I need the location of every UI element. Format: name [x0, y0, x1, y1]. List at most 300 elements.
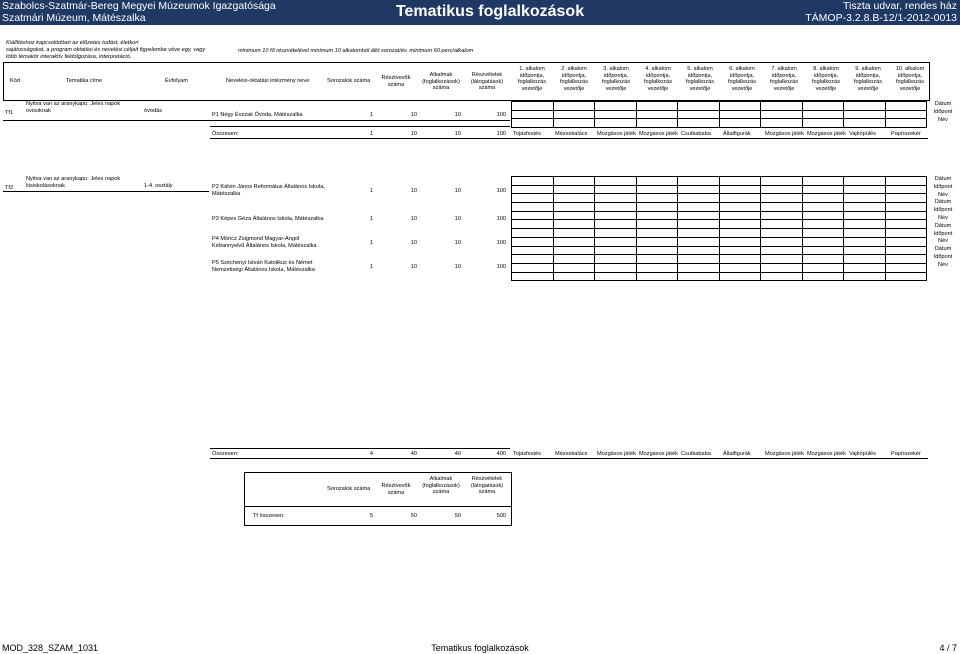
- occasion-header-line: vezetője: [605, 85, 627, 92]
- grid-cell[interactable]: [761, 102, 803, 111]
- grid-cell[interactable]: [512, 246, 554, 255]
- topic-label: Papírszekér: [891, 131, 921, 137]
- tf1-alkalmak: 10: [454, 112, 461, 118]
- col-alkalmak: Alkalmak (foglalkozások) száma: [422, 72, 460, 92]
- grid-cell[interactable]: [844, 185, 886, 194]
- grid-cell[interactable]: [678, 203, 720, 212]
- occasion-header-line: 10. alkalom: [895, 66, 925, 72]
- grid-cell[interactable]: [885, 255, 927, 264]
- grid-cell[interactable]: [512, 211, 554, 220]
- topic-label: Csutkababa: [681, 131, 711, 137]
- topic-label: Állatfigurák: [723, 451, 751, 457]
- grid-cell[interactable]: [844, 177, 886, 186]
- grid-cell[interactable]: [595, 255, 637, 264]
- occasion-header-line: foglalkozás: [812, 79, 840, 86]
- grid-cell[interactable]: [761, 185, 803, 194]
- grid-cell[interactable]: [719, 272, 761, 281]
- tf2-school-name: [212, 260, 315, 273]
- grid-cell[interactable]: [595, 220, 637, 229]
- grid-cell[interactable]: [553, 203, 595, 212]
- grid-cell[interactable]: [719, 263, 761, 272]
- topic-label: Vajköpülés: [849, 131, 876, 137]
- totals-reszvetelek: 500: [496, 513, 506, 519]
- tf1-title: Nyitva van az aranykapu: Jeles napok ovisoknak: [26, 101, 121, 114]
- occasion-header-line: időpontja,: [813, 72, 839, 79]
- grid-cell[interactable]: [844, 220, 886, 229]
- tf2-detail-labels: [928, 176, 958, 270]
- occasion-header-line: 4. alkalom: [645, 66, 671, 72]
- occasion-header-line: vezetője: [899, 85, 921, 92]
- tf2-title: Nyitva van az aranykapu: Jeles napok kisiskolásoknak: [26, 176, 121, 189]
- grid-cell[interactable]: [761, 119, 803, 128]
- grid-cell[interactable]: [802, 255, 844, 264]
- grid-cell[interactable]: [595, 246, 637, 255]
- date-label: Dátum: [934, 101, 952, 107]
- tf2-school-name-line: P5 Széchenyi István Katolikus és Német: [212, 260, 313, 266]
- grid-cell[interactable]: [844, 110, 886, 119]
- occasion-header-line: vezetője: [689, 85, 711, 92]
- grid-cell[interactable]: [636, 220, 678, 229]
- topic-label: Mozgásos játék: [639, 131, 678, 137]
- project-code: TÁMOP-3.2.8.B-12/1-2012-0013: [805, 12, 957, 24]
- project-name: Tiszta udvar, rendes ház: [842, 0, 957, 12]
- occasion-header-line: foglalkozás: [686, 79, 714, 86]
- tf2-school-value: 1: [369, 188, 373, 194]
- grid-cell[interactable]: [802, 272, 844, 281]
- occasion-header-line: időpontja,: [603, 72, 629, 79]
- tf1-resztvevok: 10: [410, 112, 417, 118]
- tf2-school-value: 10: [410, 216, 417, 222]
- grid-cell[interactable]: [802, 177, 844, 186]
- grid-cell[interactable]: [844, 246, 886, 255]
- grid-cell[interactable]: [802, 229, 844, 238]
- grid-cell[interactable]: [761, 220, 803, 229]
- grid-cell[interactable]: [761, 177, 803, 186]
- tf1-grade: óvodás: [144, 108, 163, 114]
- tf2-school-value: 100: [496, 216, 506, 222]
- grid-cell[interactable]: [802, 211, 844, 220]
- tf2-school-value: 100: [496, 188, 506, 194]
- grid-cell[interactable]: [885, 102, 927, 111]
- grid-cell[interactable]: [719, 177, 761, 186]
- occasion-header-line: foglalkozás: [518, 79, 546, 86]
- detail-label: Dátum: [934, 222, 952, 229]
- grid-cell[interactable]: [512, 229, 554, 238]
- tf1-institution: P1 Négy Évszak Óvoda, Mátészalka: [212, 112, 303, 118]
- occasion-header-line: 1. alkalom: [519, 66, 545, 72]
- grid-cell[interactable]: [678, 102, 720, 111]
- grid-cell[interactable]: [802, 220, 844, 229]
- grid-cell[interactable]: [636, 237, 678, 246]
- grid-cell[interactable]: [553, 119, 595, 128]
- totals-alkalmak: 50: [454, 513, 461, 519]
- grid-cell[interactable]: [678, 246, 720, 255]
- grid-cell[interactable]: [885, 203, 927, 212]
- tf2-school-value: 10: [410, 240, 417, 246]
- grid-cell[interactable]: [636, 177, 678, 186]
- occasion-header-line: vezetője: [563, 85, 585, 92]
- grid-cell[interactable]: [678, 211, 720, 220]
- col-sorozatok: Sorozatok száma: [327, 78, 371, 84]
- grid-row: [512, 185, 927, 194]
- totals-resztvevok: 50: [410, 513, 417, 519]
- tf1-sum-label: Összesen:: [212, 131, 239, 137]
- grid-cell[interactable]: [885, 185, 927, 194]
- grid-row: [512, 177, 927, 186]
- tf2-school-name-line: Kéttannyelvű Általános Iskola, Mátészalka: [212, 242, 317, 249]
- grid-cell[interactable]: [885, 177, 927, 186]
- grid-cell[interactable]: [512, 119, 554, 128]
- occasion-header: [805, 66, 847, 92]
- occasion-header-line: 5. alkalom: [687, 66, 713, 72]
- grid-cell[interactable]: [802, 203, 844, 212]
- grid-row: [512, 110, 927, 119]
- detail-label: Időpont: [933, 183, 953, 190]
- grid-cell[interactable]: [761, 272, 803, 281]
- grid-cell[interactable]: [636, 229, 678, 238]
- tf1-reszvetelek: 100: [496, 112, 506, 118]
- col-resztvevok: Résztvevők száma: [381, 75, 411, 88]
- grid-cell[interactable]: [761, 203, 803, 212]
- grid-row: [512, 194, 927, 203]
- occasion-header: [637, 66, 679, 92]
- totals-sorozatok: 5: [369, 513, 373, 519]
- col-reszvetelek: Részvételek (látogatások) száma: [470, 72, 504, 92]
- grid-cell[interactable]: [844, 211, 886, 220]
- org-name-line2: Szatmári Múzeum, Mátészalka: [2, 12, 146, 24]
- grid-row: [512, 119, 927, 128]
- grid-cell[interactable]: [553, 185, 595, 194]
- occasion-header-line: foglalkozás: [602, 79, 630, 86]
- grid-cell[interactable]: [719, 110, 761, 119]
- grid-cell[interactable]: [636, 119, 678, 128]
- tf2-school-name: [212, 184, 325, 197]
- tf2-school-name: [212, 216, 323, 223]
- grid-cell[interactable]: [719, 255, 761, 264]
- grid-row: [512, 211, 927, 220]
- tf2-sum-reszvetelek: 400: [496, 451, 506, 457]
- grid-cell[interactable]: [678, 220, 720, 229]
- tf2-schedule-grid: [511, 176, 927, 281]
- grid-cell[interactable]: [595, 102, 637, 111]
- occasion-header-line: foglalkozás: [896, 79, 924, 86]
- grid-cell[interactable]: [678, 272, 720, 281]
- grid-cell[interactable]: [802, 237, 844, 246]
- grid-cell[interactable]: [678, 119, 720, 128]
- occasion-header-line: foglalkozás: [560, 79, 588, 86]
- grid-cell[interactable]: [802, 102, 844, 111]
- grid-cell[interactable]: [761, 263, 803, 272]
- grid-cell[interactable]: [595, 229, 637, 238]
- grid-cell[interactable]: [636, 110, 678, 119]
- grid-cell[interactable]: [678, 229, 720, 238]
- grid-cell[interactable]: [553, 220, 595, 229]
- occasion-header-line: vezetője: [521, 85, 543, 92]
- grid-cell[interactable]: [802, 246, 844, 255]
- intro-note-line: sajátosságokat, a program oktatási és nevelési céljait figyelembe véve egy, vagy: [6, 47, 206, 53]
- grid-cell[interactable]: [885, 110, 927, 119]
- grid-cell[interactable]: [844, 203, 886, 212]
- grid-cell[interactable]: [512, 194, 554, 203]
- grid-cell[interactable]: [761, 211, 803, 220]
- grid-cell[interactable]: [512, 177, 554, 186]
- tf2-sum-alkalmak: 40: [454, 451, 461, 457]
- tf1-sum-sorozatok: 1: [369, 131, 373, 137]
- occasion-header: [763, 66, 805, 92]
- grid-cell[interactable]: [512, 272, 554, 281]
- tf2-school-value: 100: [496, 264, 506, 270]
- detail-label: Név: [938, 214, 948, 221]
- grid-cell[interactable]: [802, 263, 844, 272]
- grid-cell[interactable]: [595, 194, 637, 203]
- totals-col-sorozatok: Sorozatok száma: [327, 486, 371, 492]
- grid-cell[interactable]: [885, 263, 927, 272]
- tf2-code: Tf2: [5, 185, 14, 191]
- grid-cell[interactable]: [678, 255, 720, 264]
- grid-cell[interactable]: [512, 185, 554, 194]
- tf2-sum-resztvevok: 40: [410, 451, 417, 457]
- tf2-sum-sorozatok: 4: [369, 451, 373, 457]
- grid-cell[interactable]: [885, 272, 927, 281]
- grid-cell[interactable]: [719, 237, 761, 246]
- detail-label: Időpont: [933, 230, 953, 237]
- detail-label: Dátum: [934, 199, 952, 206]
- tf1-sum-bottom-line: [210, 138, 928, 139]
- topic-label: Mozgásos játék: [807, 131, 846, 137]
- grid-cell[interactable]: [844, 229, 886, 238]
- grid-cell[interactable]: [553, 237, 595, 246]
- detail-label: Időpont: [933, 207, 953, 214]
- grid-cell[interactable]: [719, 185, 761, 194]
- grid-cell[interactable]: [719, 211, 761, 220]
- grid-cell[interactable]: [553, 246, 595, 255]
- tf2-sum-bottom-line: [210, 458, 928, 459]
- grid-cell[interactable]: [802, 110, 844, 119]
- grid-cell[interactable]: [844, 194, 886, 203]
- grid-cell[interactable]: [636, 255, 678, 264]
- grid-cell[interactable]: [595, 203, 637, 212]
- grid-row: [512, 203, 927, 212]
- occasion-header-line: időpontja,: [897, 72, 923, 79]
- grid-cell[interactable]: [844, 263, 886, 272]
- tf2-school-value: 10: [454, 264, 461, 270]
- grid-cell[interactable]: [678, 185, 720, 194]
- grid-cell[interactable]: [636, 102, 678, 111]
- topic-label: Mozgásos játék: [597, 451, 636, 457]
- grid-cell[interactable]: [802, 119, 844, 128]
- tf2-school-name-line: Mátészalka: [212, 190, 241, 197]
- occasion-header: [889, 66, 931, 92]
- grid-cell[interactable]: [553, 272, 595, 281]
- occasion-header-line: foglalkozás: [644, 79, 672, 86]
- grid-cell[interactable]: [885, 220, 927, 229]
- grid-cell[interactable]: [678, 237, 720, 246]
- time-label: Időpont: [933, 108, 953, 115]
- occasion-header-line: 2. alkalom: [561, 66, 587, 72]
- detail-label: Dátum: [934, 176, 952, 182]
- grid-cell[interactable]: [885, 246, 927, 255]
- intro-note-line: több témakör interaktív feldolgozása, interpretáció.: [6, 54, 132, 60]
- occasion-header-line: időpontja,: [855, 72, 881, 79]
- grid-cell[interactable]: [885, 211, 927, 220]
- grid-row: [512, 102, 927, 111]
- grid-cell[interactable]: [595, 177, 637, 186]
- totals-col-reszvetelek: Részvételek (látogatások) száma: [470, 476, 504, 496]
- grid-cell[interactable]: [595, 237, 637, 246]
- detail-label: Időpont: [933, 253, 953, 260]
- topic-label: Papírszekér: [891, 451, 921, 457]
- totals-label: Tf összesen:: [253, 513, 285, 519]
- grid-cell[interactable]: [761, 229, 803, 238]
- topic-label: Mozgásos játék: [597, 131, 636, 137]
- tf2-school-name-line: Nemzetiségi Általános Iskola, Mátészalka: [212, 266, 315, 273]
- tf1-sum-reszvetelek: 100: [496, 131, 506, 137]
- grid-cell[interactable]: [636, 272, 678, 281]
- grid-cell[interactable]: [553, 194, 595, 203]
- grid-cell[interactable]: [678, 110, 720, 119]
- occasion-header-line: vezetője: [815, 85, 837, 92]
- grid-cell[interactable]: [512, 237, 554, 246]
- occasion-header-line: foglalkozás: [854, 79, 882, 86]
- occasion-header: [553, 66, 595, 92]
- tf2-school-value: 10: [454, 240, 461, 246]
- tf2-grade: 1-4. osztály: [144, 183, 173, 189]
- name-label: Név: [938, 116, 948, 123]
- tf1-detail-labels: [928, 101, 958, 124]
- grid-cell[interactable]: [553, 211, 595, 220]
- tf2-school-value: 1: [369, 216, 373, 222]
- topic-label: Állatfigurák: [723, 131, 751, 137]
- tf2-school-value: 10: [454, 188, 461, 194]
- grid-cell[interactable]: [512, 255, 554, 264]
- grid-cell[interactable]: [512, 110, 554, 119]
- topic-label: Mozgásos játék: [639, 451, 678, 457]
- grid-cell[interactable]: [636, 194, 678, 203]
- grid-cell[interactable]: [802, 185, 844, 194]
- grid-cell[interactable]: [512, 263, 554, 272]
- grid-cell[interactable]: [636, 211, 678, 220]
- grid-cell[interactable]: [844, 272, 886, 281]
- occasion-header-line: időpontja,: [729, 72, 755, 79]
- col-intezmeny: Nevelési-oktatási intézmény neve: [226, 78, 310, 84]
- grid-cell[interactable]: [885, 119, 927, 128]
- grid-cell[interactable]: [678, 263, 720, 272]
- grid-cell[interactable]: [595, 263, 637, 272]
- page-title: Tematikus foglalkozások: [395, 3, 585, 20]
- occasion-header-line: időpontja,: [519, 72, 545, 79]
- topic-label: Mozgásos játék: [807, 451, 846, 457]
- grid-row: [512, 246, 927, 255]
- occasion-header-line: foglalkozás: [728, 79, 756, 86]
- grid-cell[interactable]: [678, 177, 720, 186]
- topic-label: Tojásfestés: [513, 451, 541, 457]
- tf2-school-value: 10: [410, 188, 417, 194]
- tf1-code: Tf1: [5, 110, 14, 116]
- occasion-header-line: 8. alkalom: [813, 66, 839, 72]
- grid-cell[interactable]: [844, 237, 886, 246]
- grid-row: [512, 220, 927, 229]
- grid-cell[interactable]: [719, 229, 761, 238]
- occasion-header-line: vezetője: [773, 85, 795, 92]
- tf2-school-name-line: P2 Kálvin János Református Általános Iskola,: [212, 184, 325, 190]
- tf2-school-value: 10: [454, 216, 461, 222]
- grid-cell[interactable]: [595, 119, 637, 128]
- grid-cell[interactable]: [553, 263, 595, 272]
- grid-cell[interactable]: [719, 203, 761, 212]
- grid-cell[interactable]: [553, 102, 595, 111]
- grid-cell[interactable]: [636, 263, 678, 272]
- grid-cell[interactable]: [678, 194, 720, 203]
- grid-cell[interactable]: [802, 194, 844, 203]
- grid-cell[interactable]: [512, 102, 554, 111]
- grid-cell[interactable]: [512, 203, 554, 212]
- grid-cell[interactable]: [719, 246, 761, 255]
- footer-title: Tematikus foglalkozások: [431, 643, 529, 653]
- tf2-sum-top-line: [210, 448, 510, 449]
- grid-cell[interactable]: [844, 102, 886, 111]
- grid-cell[interactable]: [595, 110, 637, 119]
- col-evfolyam: Évfolyam: [165, 78, 189, 84]
- grid-cell[interactable]: [885, 229, 927, 238]
- grid-cell[interactable]: [719, 102, 761, 111]
- grid-cell[interactable]: [636, 203, 678, 212]
- grid-cell[interactable]: [553, 177, 595, 186]
- grid-cell[interactable]: [553, 110, 595, 119]
- occasion-header-line: vezetője: [857, 85, 879, 92]
- grid-row: [512, 272, 927, 281]
- requirement-note: minimum 10 fő részvételével minimum 10 alkalomból álló sorozat/év, minimum 60 perc/alkalom: [238, 48, 474, 54]
- grid-cell[interactable]: [885, 237, 927, 246]
- grid-cell[interactable]: [761, 255, 803, 264]
- tf1-sum-alkalmak: 10: [454, 131, 461, 137]
- occasion-header: [721, 66, 763, 92]
- grid-cell[interactable]: [719, 194, 761, 203]
- grid-cell[interactable]: [844, 119, 886, 128]
- grid-cell[interactable]: [761, 237, 803, 246]
- totals-col-alkalmak: Alkalmak (foglalkozások) száma: [422, 476, 460, 496]
- detail-label: Név: [938, 238, 948, 245]
- grid-cell[interactable]: [595, 185, 637, 194]
- grid-cell[interactable]: [595, 272, 637, 281]
- grid-cell[interactable]: [719, 119, 761, 128]
- org-name-line1: Szabolcs-Szatmár-Bereg Megyei Múzeumok Igazgatósága: [2, 0, 276, 12]
- grid-row: [512, 237, 927, 246]
- detail-label: Név: [938, 191, 948, 198]
- grid-cell[interactable]: [719, 220, 761, 229]
- tf2-school-value: 1: [369, 264, 373, 270]
- grid-cell[interactable]: [636, 246, 678, 255]
- grid-cell[interactable]: [553, 229, 595, 238]
- occasion-header: [595, 66, 637, 92]
- grid-cell[interactable]: [761, 110, 803, 119]
- grid-cell[interactable]: [761, 194, 803, 203]
- grid-cell[interactable]: [885, 194, 927, 203]
- grid-cell[interactable]: [844, 255, 886, 264]
- occasion-header: [511, 66, 553, 92]
- grid-cell[interactable]: [761, 246, 803, 255]
- grid-cell[interactable]: [636, 185, 678, 194]
- intro-note-line: Kiállításhoz kapcsolódóan az előzetes tudást, életkori: [6, 40, 139, 46]
- tf2-divider: [3, 191, 209, 192]
- occasion-header-line: időpontja,: [687, 72, 713, 79]
- grid-row: [512, 229, 927, 238]
- detail-label: Dátum: [934, 246, 952, 253]
- tf2-sum-label: Összesen:: [212, 451, 239, 457]
- grid-cell[interactable]: [595, 211, 637, 220]
- grid-cell[interactable]: [512, 220, 554, 229]
- occasion-header-line: 9. alkalom: [855, 66, 881, 72]
- grid-cell[interactable]: [553, 255, 595, 264]
